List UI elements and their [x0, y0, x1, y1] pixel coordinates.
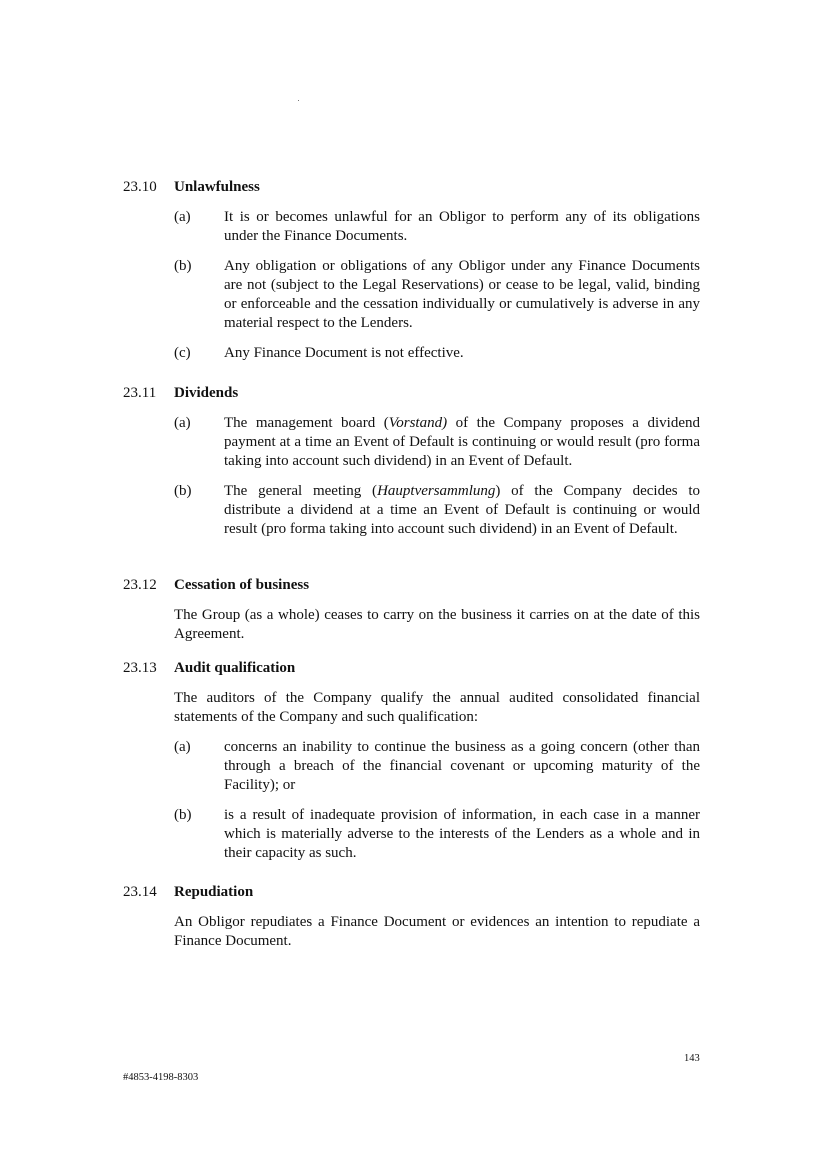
list-item	[174, 738, 700, 795]
section-title: Repudiation	[174, 884, 254, 900]
item-label: (a)	[174, 739, 191, 755]
section-audit-qualification	[123, 659, 703, 863]
section-paragraph: The auditors of the Company qualify the annual audited consolidated financial statements of the Company and such qualification:	[174, 690, 700, 725]
section-title: Unlawfulness	[174, 179, 260, 195]
item-text: The management board (Vorstand) of the Company proposes a dividend payment at a time an Event of Default is continuing or would result (pro forma taking into account such dividend) in an Event of Default.	[224, 415, 700, 469]
section-heading	[123, 659, 703, 678]
section-paragraph: An Obligor repudiates a Finance Document or evidences an intention to repudiate a Finance Document.	[174, 914, 700, 949]
section-heading	[123, 178, 703, 197]
page-number: 143	[684, 1053, 700, 1064]
list-item	[174, 208, 700, 246]
document-id: #4853-4198-8303	[123, 1072, 199, 1083]
item-text: It is or becomes unlawful for an Obligor to perform any of its obligations under the Finance Documents.	[224, 209, 700, 244]
section-unlawfulness	[123, 178, 703, 363]
item-label: (b)	[174, 807, 192, 823]
section-heading	[123, 576, 703, 595]
section-title: Cessation of business	[174, 577, 310, 593]
section-number: 23.13	[123, 660, 157, 676]
item-text: concerns an inability to continue the business as a going concern (other than through a breach of the financial covenant or upcoming maturity of the Facility); or	[224, 739, 700, 793]
item-text: is a result of inadequate provision of information, in each case in a manner which is materially adverse to the interests of the Lenders as a whole and in their capacity as such.	[224, 807, 700, 861]
item-text: Any Finance Document is not effective.	[224, 345, 464, 361]
list-item	[174, 482, 700, 539]
section-cessation-of-business	[123, 576, 703, 644]
section-dividends	[123, 384, 703, 539]
section-heading	[123, 384, 703, 403]
item-text: The general meeting (Hauptversammlung) of the Company decides to distribute a dividend at a time an Event of Default is continuing or would result (pro forma taking into account such dividend) in an Event of Default.	[224, 483, 700, 537]
section-number: 23.11	[123, 385, 157, 401]
item-label: (b)	[174, 483, 192, 499]
section-paragraph: The Group (as a whole) ceases to carry on the business it carries on at the date of this Agreement.	[174, 607, 700, 642]
section-number: 23.10	[123, 179, 157, 195]
item-text: Any obligation or obligations of any Obligor under any Finance Documents are not (subject to the Legal Reservations) or cease to be legal, valid, binding or enforceable and the cessation individually or cumulatively is adverse in any material respect to the Lenders.	[224, 258, 700, 331]
list-item	[174, 344, 700, 363]
list-item	[174, 806, 700, 863]
section-heading	[123, 883, 703, 902]
section-repudiation	[123, 883, 703, 951]
section-title: Dividends	[174, 385, 239, 401]
list-item	[174, 414, 700, 471]
section-number: 23.12	[123, 577, 157, 593]
item-label: (c)	[174, 345, 191, 361]
section-number: 23.14	[123, 884, 157, 900]
section-title: Audit qualification	[174, 660, 296, 676]
list-item	[174, 257, 700, 333]
stray-mark	[298, 100, 299, 101]
item-label: (a)	[174, 415, 191, 431]
item-label: (a)	[174, 209, 191, 225]
item-label: (b)	[174, 258, 192, 274]
